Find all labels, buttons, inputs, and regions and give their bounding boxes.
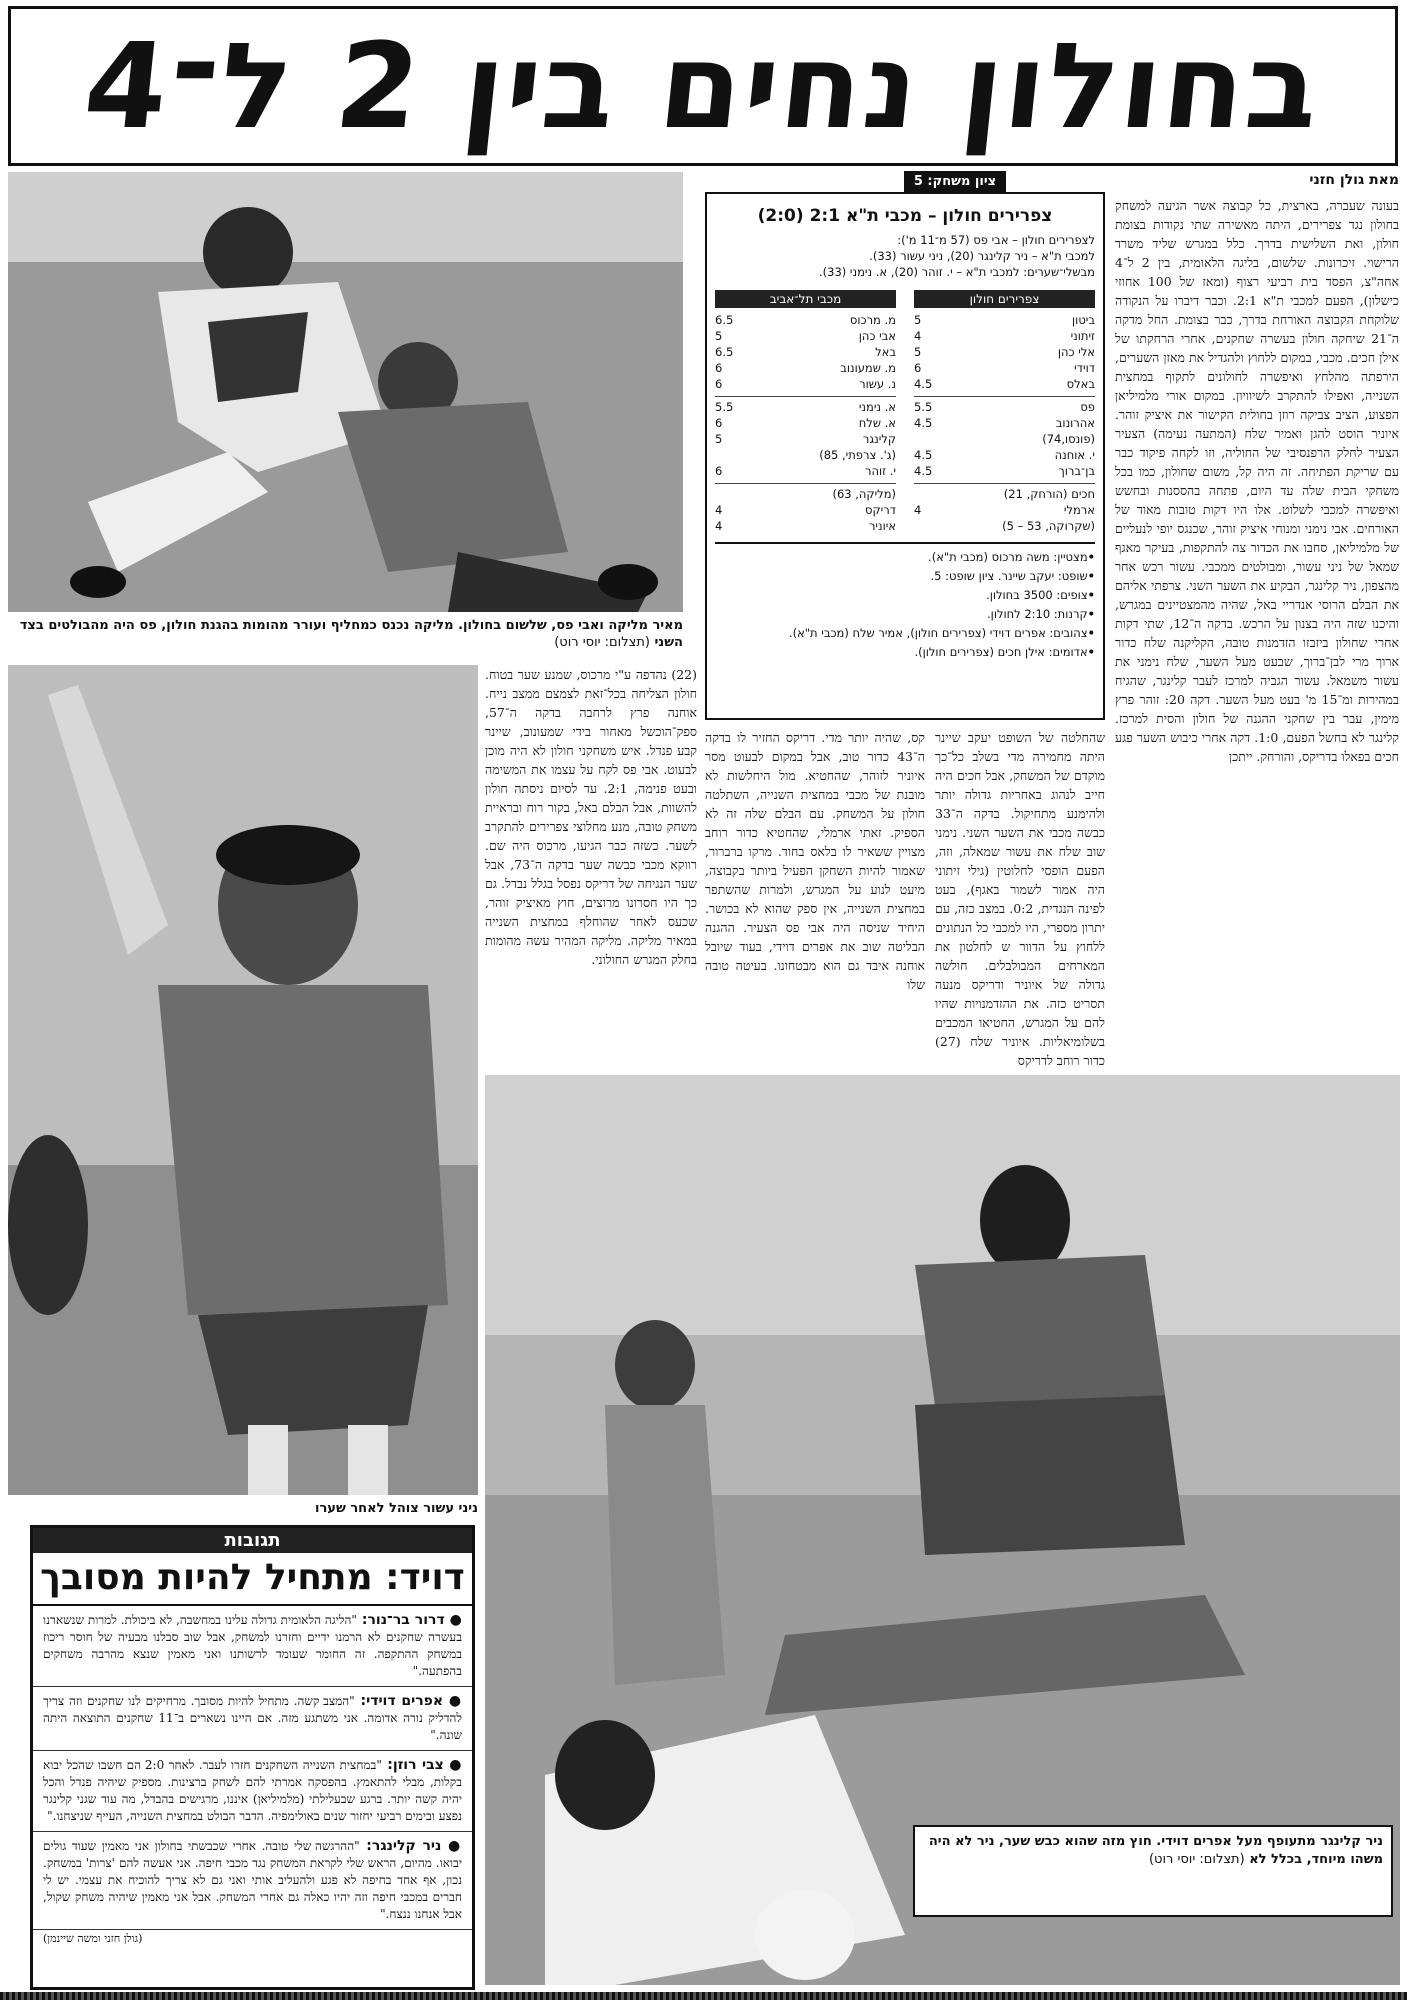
- stats-scorers-home: לצפרירים חולון – אבי פס (57 מ־11 מ'):: [897, 233, 1095, 247]
- photo-celebration: [8, 665, 478, 1495]
- player-name: מ. שמעונוב: [840, 361, 896, 375]
- photo-match-action-1: [8, 172, 683, 612]
- player-rating: 4.5: [914, 464, 933, 478]
- player-name: זיתוני: [1070, 329, 1095, 343]
- player-name: (ג'. צרפתי, 85): [819, 448, 896, 462]
- player-row: [715, 447, 896, 463]
- reaction-quote: [33, 1687, 472, 1751]
- article-text-mid2: קס, שהיה יותר מדי. דריקס החזיר לו בדקה ה־43 כדור טוב, אבל במקום לבעוט מסר איוניר לזוהר, שהחטיא. מול היחלשות לא מובנת של מכבי במחצית השנייה, השתלטה חולון על המשחק. עם הבלם שלה זה לא הספיק. זאתי ארמלי, שהחטיא כדור רוחב מצויין ששאיר לו בלאס בחוד. מרקו ברברור, שאמור להיות השחקן הפעיל ביותר בקבוצה, מיעט לנוע על המגרש, ולמרות שהשתפר במחצית השנייה, אין ספק שהוא לא בכושר. היחיד שניסה היה אבי פס הצעיר. ההגנה הבליטה שוב את אפרים דוידי, בעוד שיובל אוחנה איבד גם הוא מבטחונו. בעיטה טובה שלו: [705, 730, 925, 992]
- player-rating: 6: [715, 361, 723, 375]
- player-name: ביטון: [1072, 313, 1095, 327]
- photo1-caption: [8, 617, 683, 657]
- stats-title: צפרירים חולון – מכבי ת"א 2:1 (2:0): [757, 206, 1053, 226]
- quote-speaker: ● אפרים דוידי:: [354, 1693, 462, 1709]
- reactions-credit: (גולן חזני ומשה שיינמן): [43, 1932, 143, 1945]
- player-rating: 4: [914, 329, 922, 343]
- player-name: (מליקה, 63): [832, 487, 896, 501]
- player-row: [715, 376, 896, 392]
- bottom-rule: [0, 1992, 1407, 2000]
- home-lineup: [914, 290, 1095, 534]
- quote-speaker: ● צבי רוזן:: [381, 1757, 462, 1773]
- player-row: [914, 518, 1095, 534]
- article-col-mid1: [935, 728, 1105, 1068]
- player-rating: 5.5: [914, 400, 933, 414]
- article-text-right: בעונה שעברה, בארצית, כל קבוצה אשר הגיעה למשחק בחולון נגד צפרירים, היתה מאשירה שתי נקודות בצומת חולון, ואת השלישית בדרך. כלל במגרש שליד משרד הרישוי. זיכרונות. שלשום, בליגה הלאומית, בין 2 ל־4 אחה"צ, הפסד בית רביעי רצוף (ומאז של 100 אחוזי כישלון), הפעם למכבי ת"א 2:1. וכבר דיברו על הנקודה שלוקחת הקבוצה האורחת בדרך, כבר בצומת. החל מדקה ה־21 שיחקה חולון בעשרה שחקנים, אחרי הרחקתו של אילן חכים. מכבי, במקום ללחוץ ולהגדיל את מאזן השערים, הירפתה מהלחץ ואיפשרה לחולונים לתקוף במחצית השנייה, ואפילו להתקרב לשיוויון. במקום אורי מלמיליאן הפצוע, הציב צביקה רוזן בחולית הקישור את איציק זוהר. איוניר הוסט להגן ואמיר שלח (המתעה נעימה) הצעיר הצעיר לחלק הרפנסיבי של החוליה, וזו לקחה פיקוד כבר עם שריקת הפתיחה. זה היה קל, משום שחולון, כמו בכל משחקי הבית שלה עד היום, פתחה בהססנות ובחשש ואיפשרה למכבי לשלוט. אלו היו דקות טובות מאוד של האורחים. אבי נימני ומנוחי איציק זוהר, שכנגס יופי לנעליים של מלמיליאן, סחבו את הכדור צה להתקפות, בעיקר מאגף שמאל של ניני עשור, ומבולטים ממכבי. עשור רכש אחר מהצפון, ניר קלינגר, הבקיע את השער השני. צרפתי אליהם את הבלם הרוסי אנדריי באל, שהיה מהמצטיינים במגרש, והיכנו שזה היה בצנון על הרכש. בדקה ה־12, שתי דקות אחרי שחולון ביזבזו הזדמנות טובה, הקליקנה שלח כדור ארוך מרי לבן־ברוך, שבעט מעל השער, שלח נימני את עשור משמאל. עשור הגביה למרכז לעבר קלינגר, שהגיח במהירות ומ־15 מ' בעט מעל השער. דקה 20: זוהר פרץ מימין, עבר בין שחקני ההגנה של חולון והסית למרכז. קלינגר לא בחשל הפעם, 1:0. דקה אחרי כיבוש השער פגע חכים בפאלו בדריקס, והורחק. ייתכן: [1115, 198, 1399, 764]
- player-name: פס: [1080, 400, 1095, 414]
- player-row: [715, 328, 896, 344]
- stats-assists: מבשלי־שערים: למכבי ת"א – י. זוהר (20), א. נימני (33).: [818, 265, 1095, 279]
- article-text-left: (22) נהדפה ע"י מרכוס, שמנע שער בטוח. חולון הצליחה בכל־זאת לצמצם ממצב נייח. אוחנה פרץ לרחבה בדקה ה־57, ספק־הוכשל מאחור בידי שמעונוב, שיינר קבע פנדל. איש משחקני חולון לא היה מוכן לבעוט. אבי פס לקח על עצמו את המשימה ובעט פנימה, 2:1. עד לסיום ניסתה חולון להשוות, אבל הבלם באל, בקור רוח ובראיית משחק טובה, מנע מחלוצי צפרירים להתקרב לשער. כשזה כבר הגיעו, מרכוס היה שם. רווקא מכבי כבשה שער בדקה ה־73, אבל שער הנגיחה של דריקס נפסל בגלל נבדל. גם כך היו חסרונו מרוצים, חוץ מאיציק זוהר, שכעס לאחר שהוחלף במחצית השנייה במאיר מליקה. מליקה המהיר עשה מהומות בחלק המגרש החולוני.: [485, 667, 697, 967]
- player-name: דריקס: [865, 503, 896, 517]
- player-row: [914, 328, 1095, 344]
- quote-text: "במחצית השנייה השחקנים חזרו לעבר. לאחר 2:0 הם חשבו שהכל יבוא בקלות, מבלי להתאמץ. בהפסקה אמרתי להם לשחק ברצינות. מספיק שיהיה פנדל והכל יהיה קשה יותר. ברגע שבעלילתי (מלמיליאן) איננו, מרגישים בהבדל, מה עוד שגני קלינגר נפצע ובימים רביעי יחזור שנים באולימפיה. הדבר הבולט במחצית השנייה, העייף שניצחנו.": [43, 1758, 462, 1823]
- home-player-list: [914, 312, 1095, 534]
- player-name: איוניר: [868, 519, 896, 533]
- rating-label: ציון משחק: 5: [904, 171, 1006, 192]
- player-row: [715, 431, 896, 447]
- player-name: אהרונוב: [1055, 416, 1095, 430]
- photo2-caption: ניני עשור צוהל לאחר שערו: [315, 1501, 478, 1516]
- player-rating: 4: [715, 519, 723, 533]
- player-name: ארמלי: [1063, 503, 1095, 517]
- player-row: [715, 518, 896, 534]
- player-rating: 6: [715, 416, 723, 430]
- player-row: [914, 376, 1095, 392]
- player-name: מ. מרכוס: [849, 313, 896, 327]
- player-rating: 4.5: [914, 377, 933, 391]
- away-player-list: [715, 312, 896, 534]
- reactions-box: [30, 1525, 475, 1990]
- player-row: [914, 431, 1095, 447]
- player-row: [914, 360, 1095, 376]
- match-fact: • צהובים: אפרים דוידי (צפרירים חולון), אמיר שלח (מכבי ת"א).: [715, 624, 1095, 643]
- reactions-label: תגובות: [33, 1528, 472, 1553]
- article-col-mid2: [705, 728, 925, 1068]
- player-rating: 5: [715, 329, 723, 343]
- player-row: [715, 463, 896, 479]
- player-rating: 4.5: [914, 416, 933, 430]
- player-rating: 6.5: [715, 313, 734, 327]
- home-team-name: צפרירים חולון: [914, 290, 1095, 308]
- player-row: [715, 502, 896, 518]
- reaction-quote: [33, 1751, 472, 1832]
- player-rating: 6: [914, 361, 922, 375]
- lineups: [715, 290, 1095, 534]
- match-fact: • שופט: יעקב שיינר. ציון שופט: 5.: [715, 567, 1095, 586]
- player-name: באל: [875, 345, 896, 359]
- player-name: קלינגר: [862, 432, 896, 446]
- byline: מאת גולן חזני: [1309, 172, 1399, 188]
- player-row: [914, 396, 1095, 415]
- player-name: אבי כהן: [858, 329, 896, 343]
- headline: בחולון נחים בין 2 ל־4: [77, 17, 1329, 155]
- player-rating: 6.5: [715, 345, 734, 359]
- player-name: א. נימני: [858, 400, 896, 414]
- stats-box: [705, 192, 1105, 720]
- player-row: [715, 344, 896, 360]
- player-row: [715, 312, 896, 328]
- stats-scorers-away: למכבי ת"א – ניר קלינגר (20), ניני עשור (33).: [869, 249, 1095, 263]
- headline-box: [8, 6, 1398, 166]
- player-row: [914, 447, 1095, 463]
- quote-speaker: ● ניר קלינגר:: [359, 1838, 463, 1854]
- quote-text: "המצב קשה. מתחיל להיות מסובך. מרחיקים לנו שחקנים וזה צריך להדליק נורה אדומה. אני משתגע מזה. אם היינו נשארים ב־11 שחקנים התוצאה היתה שונה.": [43, 1694, 462, 1742]
- player-row: [914, 415, 1095, 431]
- player-name: אלי כהן: [1057, 345, 1095, 359]
- quote-speaker: ● דרור בר־נור:: [356, 1612, 462, 1628]
- player-rating: 6: [715, 377, 723, 391]
- away-lineup: [715, 290, 896, 534]
- quote-text: "הליגה הלאומית גדולה עלינו במחשבה, לא ביכולת. למרות שנשארנו בעשרה שחקנים לא הרמנו ידיים וחזרנו למשחק, אבל שוב סבלנו מבעיה של חוסר ריכוז במשחק ההתקפה. זה החומר שעומד לרשותנו ואני מאמין שנצא מהרבה משחקים בהפתעה.": [43, 1613, 462, 1678]
- reactions-title: דויד: מתחיל להיות מסובך: [33, 1553, 472, 1606]
- player-rating: 5.5: [715, 400, 734, 414]
- rating-tab-wrap: [850, 170, 1060, 194]
- player-name: י. זוהר: [864, 464, 896, 478]
- player-name: (שקרוקה, 53 – 5): [1002, 519, 1095, 533]
- player-name: נ. עשור: [859, 377, 896, 391]
- player-row: [914, 344, 1095, 360]
- quote-text: "ההרגשה שלי טובה. אחרי שכבשתי בחולון אני מאמין שעוד גולים יבואו. מהיום, הראש שלי לקראת המשחק נגד מכבי חיפה. אני אעשה להם 'צרות' במשחק. נכון, אף אחד בחיפה לא פגע ולהעליב אותי ואני גם לא צריך להוכיח את עצמי. יש לי חברים במכבי חיפה וזה יהיו כאלה גם אחרי המשחק. אבל אני מאמין שיהיה משחק שקול, אבל אנחנו ננצח.": [43, 1839, 462, 1921]
- player-name: בן־ברוך: [1058, 464, 1095, 478]
- player-name: י. אוחנה: [1054, 448, 1095, 462]
- reaction-quote: [33, 1832, 472, 1930]
- player-row: [715, 360, 896, 376]
- match-fact: • אדומים: אילן חכים (צפרירים חולון).: [715, 643, 1095, 662]
- photo1-credit: (תצלום: יוסי רוט): [554, 635, 650, 650]
- player-rating: 4.5: [914, 448, 933, 462]
- reactions-quotes: [33, 1606, 472, 1930]
- photo1-caption-text: מאיר מליקה ואבי פס, שלשום בחולון. מליקה נכנס כמחליף ועורר מהומות בהגנת חולון, פס היה מהבולטים בצד השני: [19, 618, 683, 650]
- player-name: (פונסו,74): [1042, 432, 1095, 446]
- player-row: [715, 483, 896, 502]
- match-facts: [715, 542, 1095, 662]
- player-row: [914, 483, 1095, 502]
- player-row: [715, 396, 896, 415]
- match-fact: • מצטיין: משה מרכוס (מכבי ת"א).: [715, 548, 1095, 567]
- player-row: [715, 415, 896, 431]
- player-rating: 5: [914, 313, 922, 327]
- player-row: [914, 312, 1095, 328]
- photo3-caption-text: ניר קלינגר מתעופף מעל אפרים דוידי. חוץ מזה שהוא כבש שער, ניר לא היה משהו מיוחד, בכלל לא: [928, 1834, 1383, 1867]
- photo3-caption: [913, 1825, 1393, 1917]
- player-name: באלס: [1066, 377, 1095, 391]
- player-rating: 6: [715, 464, 723, 478]
- player-rating: 5: [914, 345, 922, 359]
- match-fact: • קרנות: 2:10 לחולון.: [715, 605, 1095, 624]
- article-col-right: [1115, 196, 1399, 1096]
- article-text-mid1: שהחלטה של השופט יעקב שיינר היתה מחמירה מדי בשלב כל־כך מוקדם של המשחק, אבל חכים היה חייב לנהוג באחריות גדולה יותר ולהימנע מתחיקול. בדקה ה־33 כבשה מכבי את השער השני. נימני שוב שלח את עשור שמאלה, וזה, הפעם הופסי לחלוטין (גילי זיתוני היה אמור לשמור באגף), בעט לפינה הנגדית, 0:2. במצב כזה, עם יתרון מספרי, היו למכבי כל הנתונים ללחוץ על הדוור ש לחלטון את המארחים המבולבלים. חולשה גדולה של איוניר ודריקס מנעה תסריט כזה. את ההזדמנויות שהיו להם על המגרש, החטיאו המכבים בשלומיאליות. איוניר שלח (27) כדור רוחב לדריקס: [935, 730, 1105, 1068]
- player-name: חכים (הורחק, 21): [1003, 487, 1095, 501]
- player-row: [914, 463, 1095, 479]
- article-col-left: [485, 665, 697, 1070]
- photo3-credit: (תצלום: יוסי רוט): [1148, 1852, 1245, 1867]
- player-name: דוידי: [1074, 361, 1095, 375]
- reaction-quote: [33, 1606, 472, 1687]
- player-row: [914, 502, 1095, 518]
- player-name: א. שלח: [858, 416, 896, 430]
- player-rating: 5: [715, 432, 723, 446]
- photo-match-action-2: [485, 1075, 1400, 1985]
- away-team-name: מכבי תל־אביב: [715, 290, 896, 308]
- player-rating: 4: [715, 503, 723, 517]
- player-rating: 4: [914, 503, 922, 517]
- match-fact: • צופים: 3500 בחולון.: [715, 586, 1095, 605]
